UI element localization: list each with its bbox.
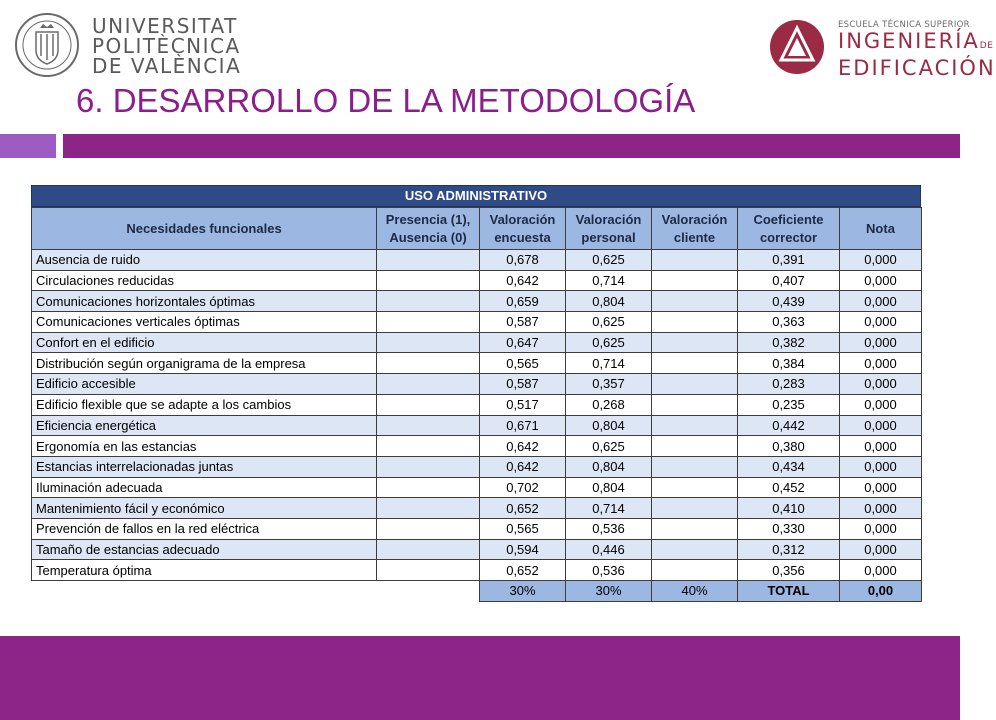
row-presence: [377, 498, 480, 519]
row-coefficient: 0,410: [738, 498, 840, 519]
row-client: [652, 374, 738, 395]
row-coefficient: 0,283: [738, 374, 840, 395]
row-survey: 0,642: [480, 436, 566, 457]
row-survey: 0,652: [480, 560, 566, 581]
table-row: [32, 312, 922, 333]
row-nota: 0,000: [840, 332, 922, 353]
row-staff: 0,536: [566, 518, 652, 539]
row-presence: [377, 518, 480, 539]
table-caption: USO ADMINISTRATIVO: [31, 185, 921, 207]
client-weight: 40%: [652, 581, 738, 602]
survey-weight: 30%: [480, 581, 566, 602]
school-subtitle: ESCUELA TÉCNICA SUPERIOR: [838, 20, 970, 30]
row-presence: [377, 415, 480, 436]
col-header-nota: Nota: [840, 208, 922, 250]
row-coefficient: 0,434: [738, 456, 840, 477]
row-presence: [377, 374, 480, 395]
row-client: [652, 415, 738, 436]
row-survey: 0,517: [480, 394, 566, 415]
table-row: [32, 498, 922, 519]
table-grid: [31, 207, 922, 602]
staff-weight: 30%: [566, 581, 652, 602]
school-line1: [838, 30, 996, 57]
row-name: Comunicaciones horizontales óptimas: [32, 291, 377, 312]
row-nota: 0,000: [840, 353, 922, 374]
row-name: Prevención de fallos en la red eléctrica: [32, 518, 377, 539]
row-survey: 0,565: [480, 518, 566, 539]
row-client: [652, 250, 738, 271]
school-emblem-icon: [768, 18, 826, 76]
row-staff: 0,625: [566, 250, 652, 271]
upv-wordmark: [92, 16, 241, 76]
row-nota: 0,000: [840, 374, 922, 395]
row-name: Ergonomía en las estancias: [32, 436, 377, 457]
row-name: Mantenimiento fácil y económico: [32, 498, 377, 519]
row-presence: [377, 436, 480, 457]
total-value: 0,00: [840, 581, 922, 602]
footer-blank: [377, 581, 480, 602]
row-staff: 0,714: [566, 270, 652, 291]
row-survey: 0,587: [480, 312, 566, 333]
school-de: DE: [979, 41, 994, 51]
row-survey: 0,594: [480, 539, 566, 560]
row-coefficient: 0,407: [738, 270, 840, 291]
slide-title: 6. DESARROLLO DE LA METODOLOGÍA: [76, 82, 696, 119]
row-coefficient: 0,439: [738, 291, 840, 312]
row-coefficient: 0,330: [738, 518, 840, 539]
row-client: [652, 518, 738, 539]
table-row: [32, 394, 922, 415]
row-client: [652, 477, 738, 498]
row-client: [652, 270, 738, 291]
row-client: [652, 498, 738, 519]
row-name: Comunicaciones verticales óptimas: [32, 312, 377, 333]
table-row: [32, 291, 922, 312]
school-line1-text: INGENIERÍA: [838, 29, 980, 53]
row-presence: [377, 353, 480, 374]
table-row: [32, 270, 922, 291]
footer-band: [0, 636, 960, 720]
upv-logo: [14, 12, 242, 80]
table-row: [32, 250, 922, 271]
col-header-client: Valoración cliente: [652, 208, 738, 250]
row-coefficient: 0,382: [738, 332, 840, 353]
row-client: [652, 456, 738, 477]
table-row: [32, 477, 922, 498]
row-name: Distribución según organigrama de la empresa: [32, 353, 377, 374]
col-header-survey: Valoración encuesta: [480, 208, 566, 250]
row-client: [652, 291, 738, 312]
row-client: [652, 332, 738, 353]
row-staff: 0,268: [566, 394, 652, 415]
row-presence: [377, 312, 480, 333]
upv-seal-icon: [14, 12, 80, 78]
row-nota: 0,000: [840, 312, 922, 333]
row-client: [652, 312, 738, 333]
row-survey: 0,642: [480, 456, 566, 477]
school-logo: [768, 16, 996, 80]
row-staff: 0,714: [566, 353, 652, 374]
table-footer-row: [32, 581, 922, 602]
row-coefficient: 0,442: [738, 415, 840, 436]
row-nota: 0,000: [840, 250, 922, 271]
row-coefficient: 0,380: [738, 436, 840, 457]
row-nota: 0,000: [840, 456, 922, 477]
table-row: [32, 560, 922, 581]
row-staff: 0,625: [566, 332, 652, 353]
accent-bar-left: [0, 134, 56, 158]
row-presence: [377, 250, 480, 271]
row-presence: [377, 456, 480, 477]
col-header-needs: Necesidades funcionales: [32, 208, 377, 250]
row-coefficient: 0,363: [738, 312, 840, 333]
row-staff: 0,625: [566, 312, 652, 333]
row-name: Edificio accesible: [32, 374, 377, 395]
row-coefficient: 0,384: [738, 353, 840, 374]
row-nota: 0,000: [840, 498, 922, 519]
upv-line: DE VALÈNCIA: [92, 54, 242, 78]
row-presence: [377, 394, 480, 415]
row-survey: 0,678: [480, 250, 566, 271]
row-client: [652, 394, 738, 415]
row-name: Estancias interrelacionadas juntas: [32, 456, 377, 477]
row-survey: 0,702: [480, 477, 566, 498]
row-staff: 0,357: [566, 374, 652, 395]
row-nota: 0,000: [840, 291, 922, 312]
row-staff: 0,536: [566, 560, 652, 581]
row-presence: [377, 291, 480, 312]
table-row: [32, 415, 922, 436]
row-staff: 0,804: [566, 415, 652, 436]
row-name: Circulaciones reducidas: [32, 270, 377, 291]
row-name: Edificio flexible que se adapte a los cambios: [32, 394, 377, 415]
row-presence: [377, 539, 480, 560]
row-survey: 0,659: [480, 291, 566, 312]
table-row: [32, 436, 922, 457]
row-name: Confort en el edificio: [32, 332, 377, 353]
school-line2: EDIFICACIÓN: [838, 56, 996, 80]
evaluation-table: [31, 185, 921, 602]
row-coefficient: 0,391: [738, 250, 840, 271]
row-presence: [377, 332, 480, 353]
col-header-staff: Valoración personal: [566, 208, 652, 250]
row-presence: [377, 560, 480, 581]
row-presence: [377, 270, 480, 291]
row-staff: 0,804: [566, 477, 652, 498]
row-survey: 0,671: [480, 415, 566, 436]
accent-bar-right: [63, 134, 960, 158]
row-client: [652, 560, 738, 581]
row-name: Iluminación adecuada: [32, 477, 377, 498]
row-nota: 0,000: [840, 539, 922, 560]
row-name: Eficiencia energética: [32, 415, 377, 436]
table-header-row: [32, 208, 922, 250]
row-name: Tamaño de estancias adecuado: [32, 539, 377, 560]
row-nota: 0,000: [840, 477, 922, 498]
table-row: [32, 518, 922, 539]
row-name: Ausencia de ruido: [32, 250, 377, 271]
row-presence: [377, 477, 480, 498]
row-nota: 0,000: [840, 518, 922, 539]
row-client: [652, 539, 738, 560]
row-client: [652, 436, 738, 457]
row-staff: 0,714: [566, 498, 652, 519]
school-wordmark: [838, 20, 996, 79]
col-header-coefficient: Coeficiente corrector: [738, 208, 840, 250]
row-staff: 0,446: [566, 539, 652, 560]
total-label: TOTAL: [738, 581, 840, 602]
table-row: [32, 456, 922, 477]
table-row: [32, 332, 922, 353]
row-survey: 0,652: [480, 498, 566, 519]
upv-line: POLITÈCNICA: [92, 34, 241, 58]
row-coefficient: 0,235: [738, 394, 840, 415]
row-staff: 0,625: [566, 436, 652, 457]
row-name: Temperatura óptima: [32, 560, 377, 581]
upv-line: UNIVERSITAT: [92, 14, 238, 38]
table-row: [32, 353, 922, 374]
row-coefficient: 0,356: [738, 560, 840, 581]
row-nota: 0,000: [840, 560, 922, 581]
row-nota: 0,000: [840, 415, 922, 436]
table-row: [32, 374, 922, 395]
row-survey: 0,587: [480, 374, 566, 395]
row-client: [652, 353, 738, 374]
row-staff: 0,804: [566, 291, 652, 312]
row-survey: 0,642: [480, 270, 566, 291]
row-nota: 0,000: [840, 270, 922, 291]
row-coefficient: 0,312: [738, 539, 840, 560]
col-header-presence: Presencia (1), Ausencia (0): [377, 208, 480, 250]
row-staff: 0,804: [566, 456, 652, 477]
row-coefficient: 0,452: [738, 477, 840, 498]
footer-blank: [32, 581, 377, 602]
row-survey: 0,565: [480, 353, 566, 374]
table-row: [32, 539, 922, 560]
row-nota: 0,000: [840, 394, 922, 415]
row-nota: 0,000: [840, 436, 922, 457]
row-survey: 0,647: [480, 332, 566, 353]
